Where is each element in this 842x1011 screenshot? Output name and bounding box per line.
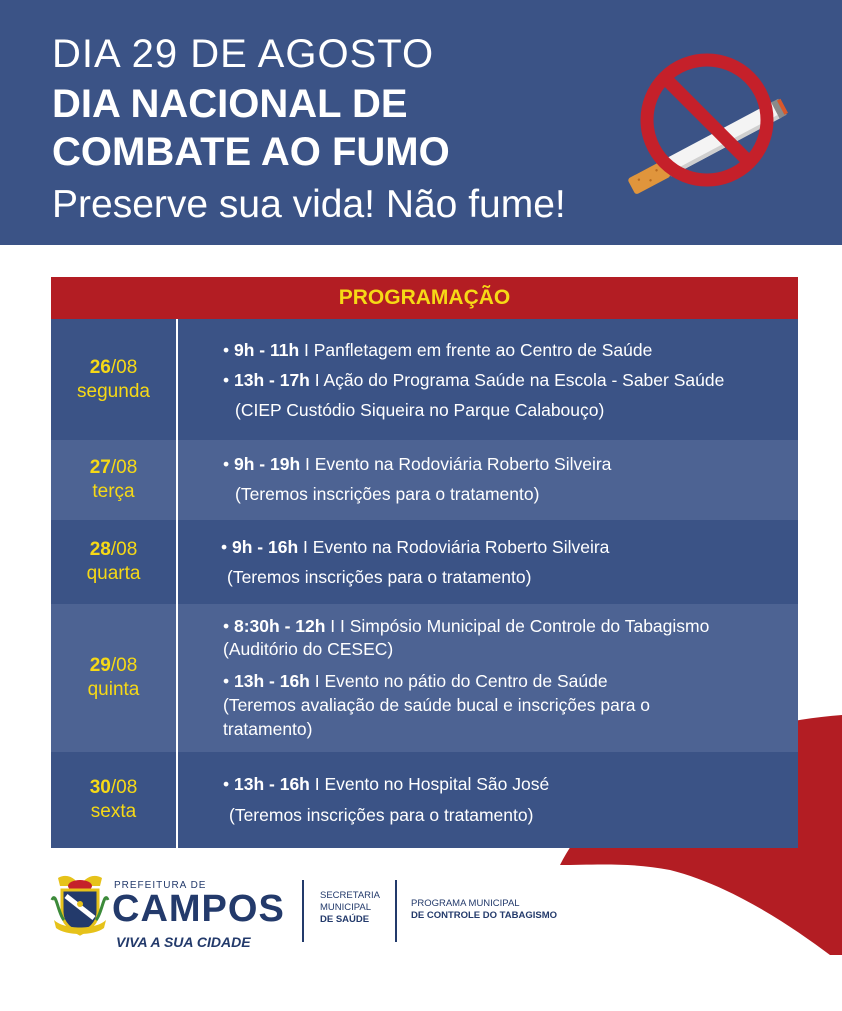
event-time: 13h - 17h [234, 370, 310, 390]
event-item: • 13h - 16h I Evento no pátio do Centro de Saúde [223, 671, 608, 691]
event-item: • 13h - 16h I Evento no Hospital São José [223, 774, 550, 794]
event-text: I Evento na Rodoviária Roberto Silveira [300, 454, 612, 474]
header-banner [0, 0, 842, 245]
event-item: • 8:30h - 12h I I Simpósio Municipal de Controle do Tabagismo [223, 616, 710, 636]
secretaria-label [320, 890, 380, 926]
row-weekday: quarta [86, 563, 141, 584]
secretaria-line1: SECRETARIA [320, 890, 381, 901]
event-note-cont: tratamento) [223, 719, 313, 739]
coat-of-arms-icon [50, 870, 110, 940]
event-note: (Teremos inscrições para o tratamento) [227, 567, 532, 587]
event-item: • 9h - 19h I Evento na Rodoviária Roberto Silveira [223, 454, 612, 474]
row-month: /08 [110, 539, 138, 560]
brand-name: CAMPOS [112, 888, 285, 930]
footer-divider [302, 880, 304, 942]
row-day: 26 [89, 356, 111, 378]
row-date [51, 604, 176, 752]
secretaria-line2: MUNICIPAL [320, 902, 372, 913]
event-time: 13h - 16h [234, 671, 310, 691]
slogan-part-a: VIVA A [116, 934, 164, 950]
row-weekday: terça [92, 481, 135, 502]
event-note: (CIEP Custódio Siqueira no Parque Calabouço) [235, 400, 605, 420]
row-month: /08 [110, 777, 138, 798]
event-text: I Panfletagem em frente ao Centro de Saúde [299, 340, 653, 360]
no-smoking-icon [612, 48, 802, 198]
schedule-row [51, 520, 798, 604]
row-events [223, 520, 788, 604]
row-date [51, 319, 176, 440]
row-day: 28 [89, 539, 111, 560]
header-date: DIA 29 DE AGOSTO [52, 32, 435, 76]
event-item: • 9h - 16h I Evento na Rodoviária Roberto Silveira [221, 537, 610, 557]
event-text: I Ação do Programa Saúde na Escola - Saber Saúde [309, 370, 725, 390]
row-events [223, 604, 788, 752]
event-time: 8:30h - 12h [234, 616, 326, 636]
header-slogan: Preserve sua vida! Não fume! [52, 183, 566, 226]
row-events [223, 752, 788, 848]
row-events [223, 440, 788, 520]
row-weekday: segunda [77, 380, 150, 402]
row-date [51, 520, 176, 604]
row-day: 30 [89, 777, 111, 798]
header-title-line2: COMBATE AO FUMO [52, 130, 450, 174]
row-month: /08 [110, 356, 138, 378]
event-time: 9h - 19h [234, 454, 301, 474]
row-date [51, 440, 176, 520]
brand-slogan [116, 934, 251, 950]
event-text: I Evento na Rodoviária Roberto Silveira [298, 537, 610, 557]
row-month: /08 [110, 655, 138, 676]
event-time: 9h - 16h [232, 537, 299, 557]
footer-divider [395, 880, 397, 942]
event-note: (Auditório do CESEC) [223, 639, 394, 659]
row-month: /08 [110, 457, 138, 478]
column-divider [176, 319, 178, 848]
event-note: (Teremos inscrições para o tratamento) [229, 805, 534, 825]
event-item: • 13h - 17h I Ação do Programa Saúde na Escola - Saber Saúde [223, 370, 725, 390]
row-events [223, 319, 788, 440]
slogan-part-b: SUA CIDADE [163, 934, 251, 950]
row-weekday: sexta [90, 801, 137, 822]
schedule-row [51, 319, 798, 440]
event-time: 13h - 16h [234, 774, 310, 794]
row-date [51, 752, 176, 848]
schedule-table [51, 277, 798, 848]
secretaria-line3: DE SAÚDE [320, 914, 370, 925]
row-weekday: quinta [87, 679, 140, 700]
schedule-row [51, 604, 798, 752]
brand-prefix: PREFEITURA DE [114, 880, 207, 891]
header-title-line1: DIA NACIONAL DE [52, 82, 408, 126]
event-text: I Evento no Hospital São José [309, 774, 550, 794]
event-time: 9h - 11h [234, 340, 300, 360]
event-text: I I Simpósio Municipal de Controle do Tabagismo [325, 616, 710, 636]
programa-line1: PROGRAMA MUNICIPAL [411, 898, 520, 909]
programa-line2: DE CONTROLE DO TABAGISMO [411, 910, 558, 921]
schedule-row [51, 752, 798, 848]
programa-label [411, 898, 557, 922]
row-day: 27 [89, 457, 111, 478]
schedule-title: PROGRAMAÇÃO [51, 277, 798, 319]
event-note: (Teremos inscrições para o tratamento) [235, 484, 540, 504]
event-note: (Teremos avaliação de saúde bucal e inscrições para o [223, 695, 651, 715]
row-day: 29 [89, 655, 111, 676]
event-item: • 9h - 11h I Panfletagem em frente ao Centro de Saúde [223, 340, 653, 360]
schedule-row [51, 440, 798, 520]
event-text: I Evento no pátio do Centro de Saúde [309, 671, 608, 691]
